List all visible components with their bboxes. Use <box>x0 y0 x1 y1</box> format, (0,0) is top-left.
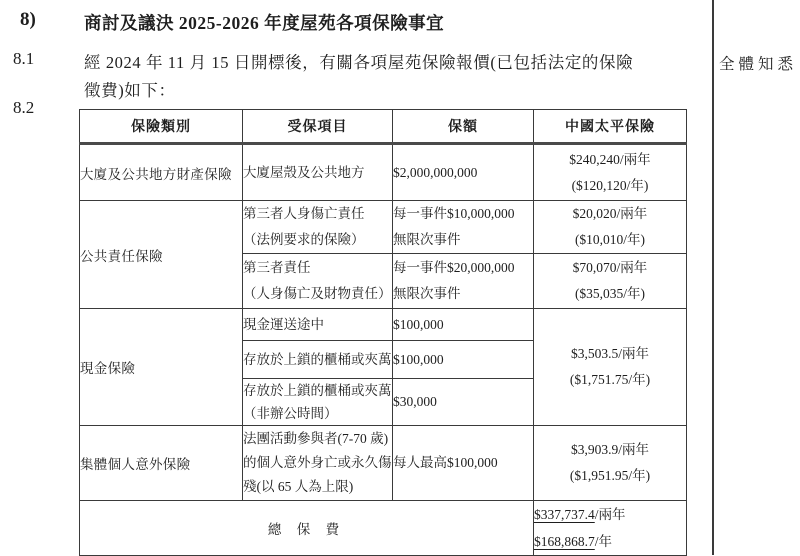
cell-accident-amount: 每人最高$100,000 <box>393 426 534 501</box>
cell-cash3-amount: $30,000 <box>393 379 534 426</box>
row-public-liability-1 <box>80 201 687 254</box>
agenda-item-title: 商討及議決 2025-2026 年度屋苑各項保險事宜 <box>84 13 445 33</box>
cell-accident-category: 集體個人意外保險 <box>80 426 243 501</box>
margin-divider-line <box>712 0 714 555</box>
row-group-accident <box>80 426 687 501</box>
cell-cash1-amount: $100,000 <box>393 309 534 341</box>
cell-property-item: 大廈屋殼及公共地方 <box>243 144 393 201</box>
cell-accident-item: 法團活動參與者(7-70 歲) 的個人意外身亡或永久傷 殘(以 65 人為上限) <box>243 426 393 501</box>
table-header-row <box>80 110 687 144</box>
header-insured-item: 受保項目 <box>243 110 393 144</box>
header-insurance-category: 保險類別 <box>80 110 243 144</box>
cell-total-label: 總 保 費 <box>80 501 534 556</box>
clause-82-number: 8.2 <box>13 98 35 117</box>
agenda-item-number: 8) <box>20 9 36 30</box>
insurance-quotation-table <box>79 109 687 556</box>
row-property-insurance <box>80 144 687 201</box>
cell-liability1-premium: $20,020/兩年 ($10,010/年) <box>534 201 687 254</box>
cell-cash-premium: $3,503.5/兩年 ($1,751.75/年) <box>534 309 687 426</box>
clause-81-text-line2: 徵費)如下： <box>84 81 176 100</box>
cell-accident-premium: $3,903.9/兩年 ($1,951.95/年) <box>534 426 687 501</box>
header-insurer: 中國太平保險 <box>534 110 687 144</box>
cell-property-category: 大廈及公共地方財產保險 <box>80 144 243 201</box>
cell-total-premium: $337,737.4/兩年 $168,868.7/年 <box>534 501 687 556</box>
cell-property-premium: $240,240/兩年 ($120,120/年) <box>534 144 687 201</box>
cell-liability2-premium: $70,070/兩年 ($35,035/年) <box>534 254 687 309</box>
cell-liability2-amount: 每一事件$20,000,000 無限次事件 <box>393 254 534 309</box>
cell-cash-category: 現金保險 <box>80 309 243 426</box>
cell-property-amount: $2,000,000,000 <box>393 144 534 201</box>
row-cash-1 <box>80 309 687 341</box>
clause-81-number: 8.1 <box>13 49 35 68</box>
clause-81-text-line1: 經 2024 年 11 月 15 日開標後，有關各項屋苑保險報價(已包括法定的保險 <box>84 53 634 72</box>
cell-cash2-item: 存放於上鎖的櫃桶或夾萬 <box>243 341 393 379</box>
cell-liability1-amount: 每一事件$10,000,000 無限次事件 <box>393 201 534 254</box>
cell-cash3-item: 存放於上鎖的櫃桶或夾萬 （非辦公時間） <box>243 379 393 426</box>
cell-liability1-item: 第三者人身傷亡責任 （法例要求的保險） <box>243 201 393 254</box>
row-total-premium <box>80 501 687 556</box>
cell-cash2-amount: $100,000 <box>393 341 534 379</box>
cell-cash1-item: 現金運送途中 <box>243 309 393 341</box>
cell-liability2-item: 第三者責任 （人身傷亡及財物責任） <box>243 254 393 309</box>
margin-note-acknowledged: 全體知悉 <box>719 56 798 73</box>
cell-liability-category: 公共責任保險 <box>80 201 243 309</box>
header-sum-insured: 保額 <box>393 110 534 144</box>
